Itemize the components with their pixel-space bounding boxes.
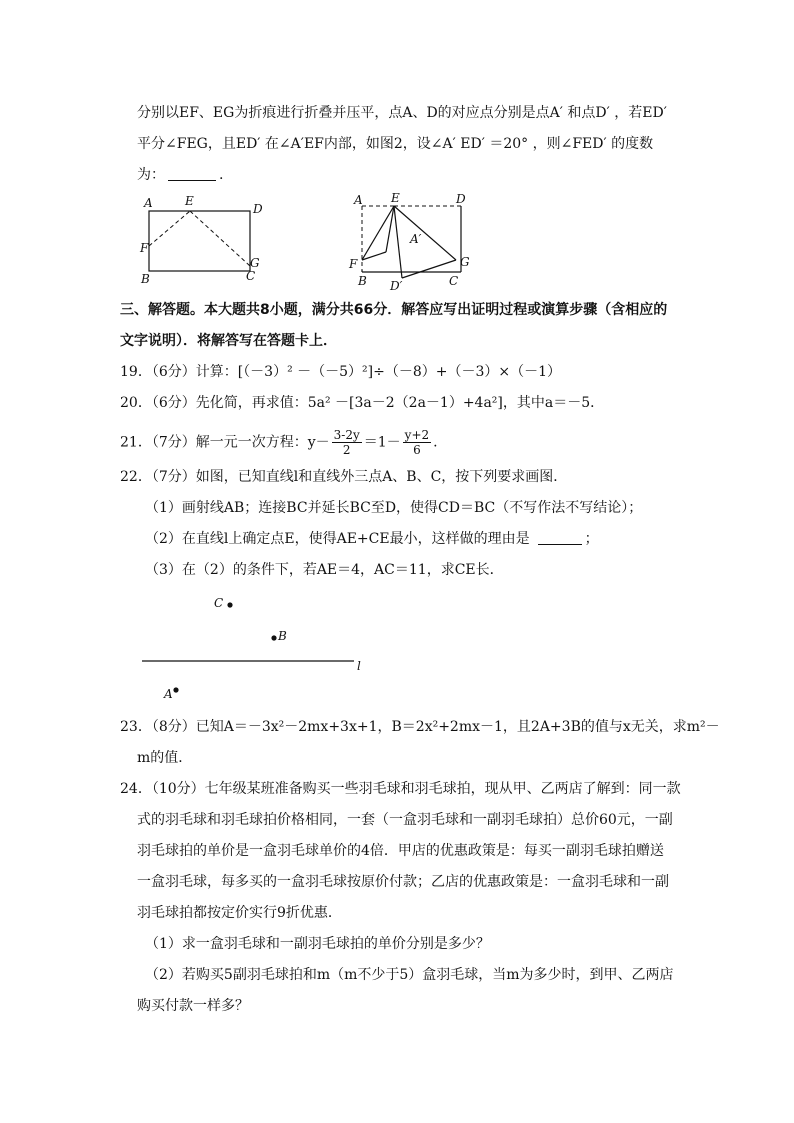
question-22-part3: （3）在（2）的条件下，若AE＝4，AC＝11，求CE长． [145,562,504,578]
fig3-label-l: l [357,659,361,673]
question-24-line1: 24．（10分）七年级某班准备购买一些羽毛球和羽毛球拍，现从甲、乙两店了解到：同一款 [120,781,681,797]
question-24-part2-line1: （2）若购买5副羽毛球拍和m（m不少于5）盒羽毛球，当m为多少时，到甲、乙两店 [145,967,674,983]
answer-blank [168,168,216,181]
question-19: 19．（6分）计算：[（－3）² －（－5）²]÷（－8）+（－3）×（－1） [120,364,562,380]
fig1-rect [149,211,250,271]
fig1-label-G: G [250,256,260,270]
fig2-label-D: D [456,192,466,206]
fig1-label-A: A [144,196,153,210]
question-20: 20．（6分）先化简，再求值：5a² －[3a－2（2a－1）+4a²]，其中a＝－5． [120,395,605,411]
q21-mid: ＝1－ [363,434,401,451]
q22-p2-suffix: ； [584,531,599,547]
fig2-label-A: A [354,193,363,207]
q21-frac1-numerator: 3-2y [333,428,360,442]
q21-frac1-denominator: 2 [342,443,351,457]
q18-line3 [137,165,223,185]
q18-suffix: . [219,167,224,183]
fig3-point-B [271,635,276,640]
fig2-label-E: E [391,191,400,205]
fig2-edge-ed1 [394,206,402,278]
fig1-dash-eg [190,211,250,266]
question-24-line4: 一盒羽毛球，每多买的一盒羽毛球按原价付款；乙店的优惠政策是：一盒羽毛球和一副 [137,874,669,890]
q21-suffix: . [433,434,438,451]
question-23-line1: 23．（8分）已知A＝－3x²－2mx+3x+1，B＝2x²+2mx－1，且2A+3B的值与x无关，求m²－ [120,719,720,735]
question-21 [120,428,438,457]
q21-frac2-numerator: y+2 [404,428,430,442]
fig1-label-C: C [246,269,256,283]
fig3-label-B: B [278,629,287,643]
q21-frac2-denominator: 6 [413,443,421,457]
question-24-part2-line2: 购买付款一样多？ [137,998,249,1014]
question-23-line2: m的值． [137,750,193,766]
fig1-dash-fe [149,211,190,246]
fig1-label-B: B [141,272,150,285]
fig3-label-C: C [214,596,224,610]
fig1-label-D: D [253,202,263,216]
q21-prefix: 21．（7分）解一元一次方程：y－ [120,434,330,451]
fig1-label-F: F [140,241,149,255]
q18-line1: 分别以EF、EG为折痕进行折叠并压平，点A、D的对应点分别是点A′ 和点D′ ，若ED′ [137,105,667,121]
fig2-label-G: G [460,255,470,269]
question-24-line2: 式的羽毛球和羽毛球拍价格相同，一套（一盒羽毛球和一副羽毛球拍）总价60元，一副 [137,812,673,828]
fig3-point-C [227,602,232,607]
q22-p2-prefix: （2）在直线l上确定点E，使得AE+CE最小，这样做的理由是 [145,531,530,547]
fig3-point-A [173,687,178,692]
question-22-stem: 22．（7分）如图，已知直线l和直线外三点A、B、C，按下列要求画图． [120,469,568,485]
fig2-label-F: F [349,257,358,271]
question-24-line3: 羽毛球拍的单价是一盒羽毛球单价的4倍．甲店的优惠政策是：每买一副羽毛球拍赠送 [137,843,664,859]
fig3-label-A: A [164,687,173,701]
fig2-label-B: B [358,274,367,288]
question-24-line5: 羽毛球拍都按定价实行9折优惠． [137,905,342,921]
answer-blank [538,532,582,545]
fig2-label-A1: A′ [410,232,422,246]
fig2-edge-d1g [402,260,456,278]
q18-line2: 平分∠FEG，且ED′ 在∠A′EF内部，如图2，设∠A′ ED′ ＝20° ，则∠FED′ 的度数 [137,136,654,152]
figure-1-rectangle [138,193,278,285]
question-22-part1: （1）画射线AB；连接BC并延长BC至D，使得CD＝BC（不写作法不写结论）； [145,500,643,516]
figure-2-folded [348,190,478,294]
fig1-label-E: E [185,194,194,208]
section-3-heading-line1: 三、解答题。本大题共8小题，满分共66分．解答应写出证明过程或演算步骤（含相应的 [120,302,668,318]
figure-3-points-line [138,590,378,705]
fig2-edge-eg [394,206,456,260]
question-24-part1: （1）求一盒羽毛球和一副羽毛球拍的单价分别是多少？ [145,936,490,952]
fig2-label-C: C [449,274,459,288]
q21-fraction-2 [403,428,431,457]
q21-fraction-1 [332,428,362,457]
q18-prefix: 为： [137,167,165,183]
question-22-part2 [145,529,599,549]
fig2-label-D1: D′ [390,279,403,293]
section-3-heading-line2: 文字说明）．将解答写在答题卡上． [120,333,337,349]
